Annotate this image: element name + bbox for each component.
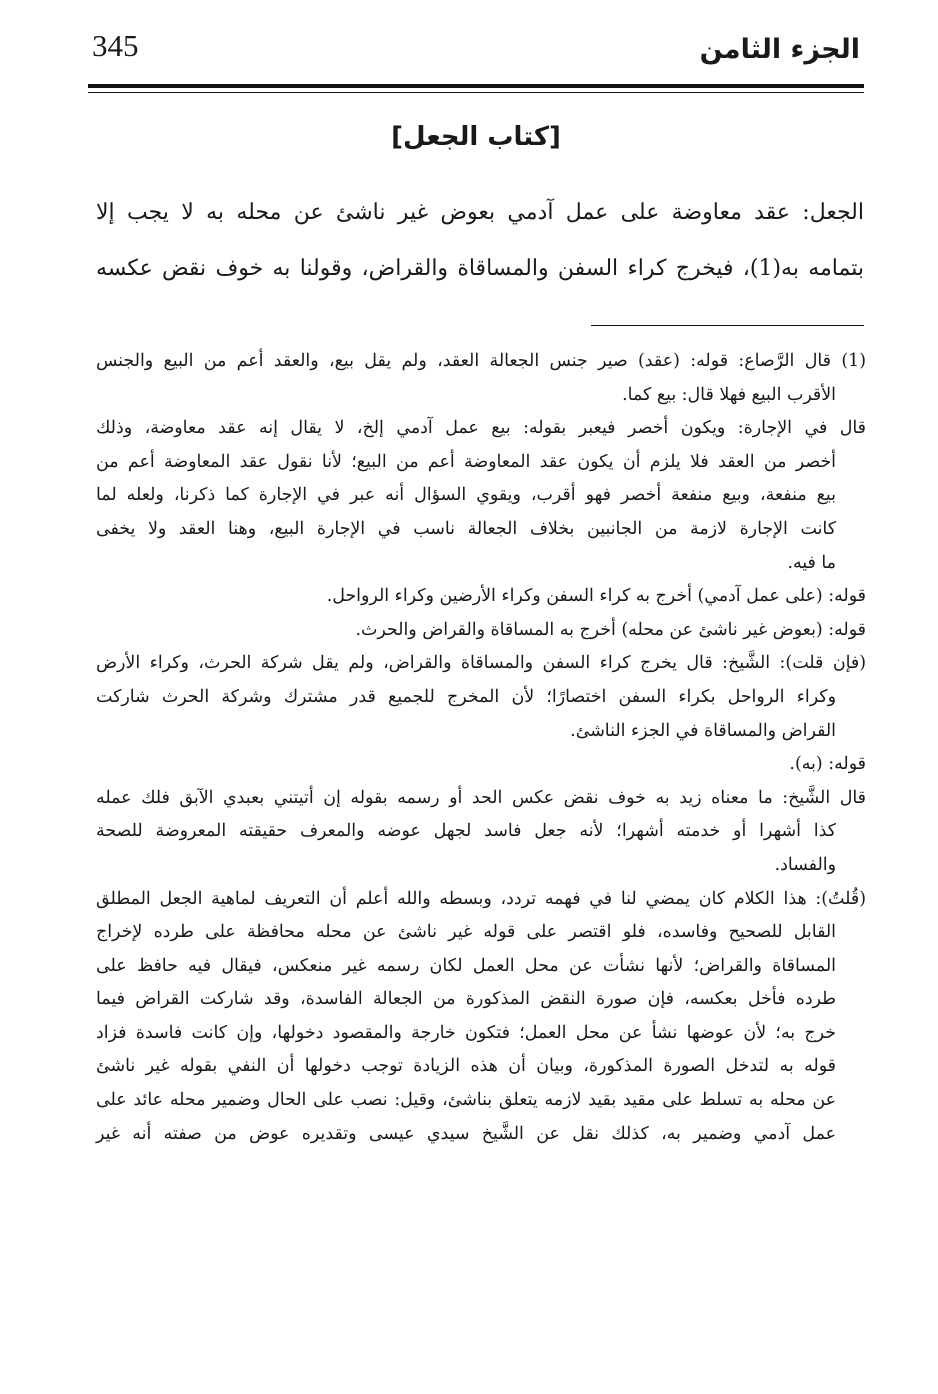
footnote-separator xyxy=(591,325,864,326)
page-number: 345 xyxy=(92,28,139,63)
chapter-title: [كتاب الجعل] xyxy=(391,122,561,152)
footnote-line: كانت الإجارة لازمة من الجانبين بخلاف الجعالة ناسب في الإجارة البيع، وهنا العقد ولا يخفى xyxy=(96,518,836,539)
main-text-line: الجعل: عقد معاوضة على عمل آدمي بعوض غير ناشئ عن محله به لا يجب إلا xyxy=(96,200,864,225)
footnote-line: عمل آدمي وضمير به، كذلك نقل عن الشَّيخ سيدي عيسى وتقديره عوض من صفته أنه غير xyxy=(96,1123,836,1144)
footnote-line: والفساد. xyxy=(774,854,836,875)
footnote-line: (قُلتُ): هذا الكلام كان يمضي لنا في فهمه تردد، وبسطه والله أعلم أن التعريف لماهية الجعل المطلق xyxy=(96,888,866,909)
footnote-line: قوله: (به). xyxy=(789,754,866,775)
main-text-line: بتمامه به(1)، فيخرج كراء السفن والمساقاة والقراض، وقولنا به خوف نقض عكسه xyxy=(96,256,864,281)
footnote-line: خرج به؛ لأن عوضها نشأ عن محل العمل؛ فتكون خارجة والمقصود دخولها، وإن كانت فاسدة فزاد xyxy=(96,1022,836,1043)
running-head: الجزء الثامن xyxy=(699,34,860,65)
footnote-line: المساقاة والقراض؛ لأنها نشأت عن محل العمل لكان رسمه غير منعكس، فيقال فيه حافظ على xyxy=(96,955,836,976)
header-rule-thick xyxy=(88,84,864,88)
footnote-line: طرده فأخل بعكسه، فإن صورة النقض المذكورة من الجعالة الفاسدة، وقد شاركت القراض فيما xyxy=(96,989,836,1010)
footnote-line: قال في الإجارة: ويكون أخصر فيعبر بقوله: بيع عمل آدمي إلخ، لا يقال إنه عقد معاوضة، وذلك xyxy=(96,418,866,439)
footnotes xyxy=(96,345,866,1151)
footnote-line: القراض والمساقاة في الجزء الناشئ. xyxy=(570,720,836,741)
footnote-line: (فإن قلت): الشَّيخ: قال يخرج كراء السفن والمساقاة والقراض، ولم يقل شركة الحرث، وكراء الأرض xyxy=(96,653,866,674)
footnote-line: (1) قال الرَّصاع: قوله: (عقد) صير جنس الجعالة العقد، ولم يقل بيع، والعقد أعم من البيع والجنس xyxy=(96,351,866,371)
footnote-line: بيع منفعة، وبيع منفعة أخصر فهو أقرب، ويقوي السؤال أنه عبر في الإجارة كما ذكرنا، ولعله لما xyxy=(96,485,836,506)
footnote-line: عن محله به تسلط على مقيد بقيد لازمه يتعلق بناشئ، وقيل: نصب على الحال وضمير محله عائد على xyxy=(96,1090,836,1111)
footnote-line: أخصر من العقد فلا يلزم أن يكون عقد المعاوضة أعم من البيع؛ لأنا نقول عقد المعاوضة أعم من xyxy=(96,451,836,472)
main-text xyxy=(96,185,864,297)
header-rule-thin xyxy=(88,92,864,93)
footnote-line: قال الشَّيخ: ما معناه زيد به خوف نقض عكس الحد أو رسمه بقوله إن أتيتني بعبدي الآبق فلك عمله xyxy=(96,787,866,808)
footnote-line: ما فيه. xyxy=(787,552,836,573)
footnote-line: الأقرب البيع فهلا قال: بيع كما. xyxy=(622,384,836,405)
footnote-line: قوله به لتدخل الصورة المذكورة، وبيان أن هذه الزيادة توجب دخولها أن النفي بقوله غير ناشئ xyxy=(96,1056,836,1077)
footnote-line: قوله: (بعوض غير ناشئ عن محله) أخرج به المساقاة والقراض والحرث. xyxy=(355,619,866,640)
footnote-line: كذا أشهرا أو خدمته أشهرا؛ لأنه جعل فاسد لجهل عوضه والمعرف حقيقته المعروضة للصحة xyxy=(96,821,836,842)
footnote-line: القابل للصحيح وفاسده، فلو اقتصر على قوله غير ناشئ عن محله محافظة على طرده لإخراج xyxy=(96,922,836,943)
footnote-line: قوله: (على عمل آدمي) أخرج به كراء السفن وكراء الأرضين وكراء الرواحل. xyxy=(326,586,866,607)
footnote-line: وكراء الرواحل بكراء السفن اختصارًا؛ لأن المخرج للجميع قدر مشترك وشركة الحرث شاركت xyxy=(96,686,836,707)
